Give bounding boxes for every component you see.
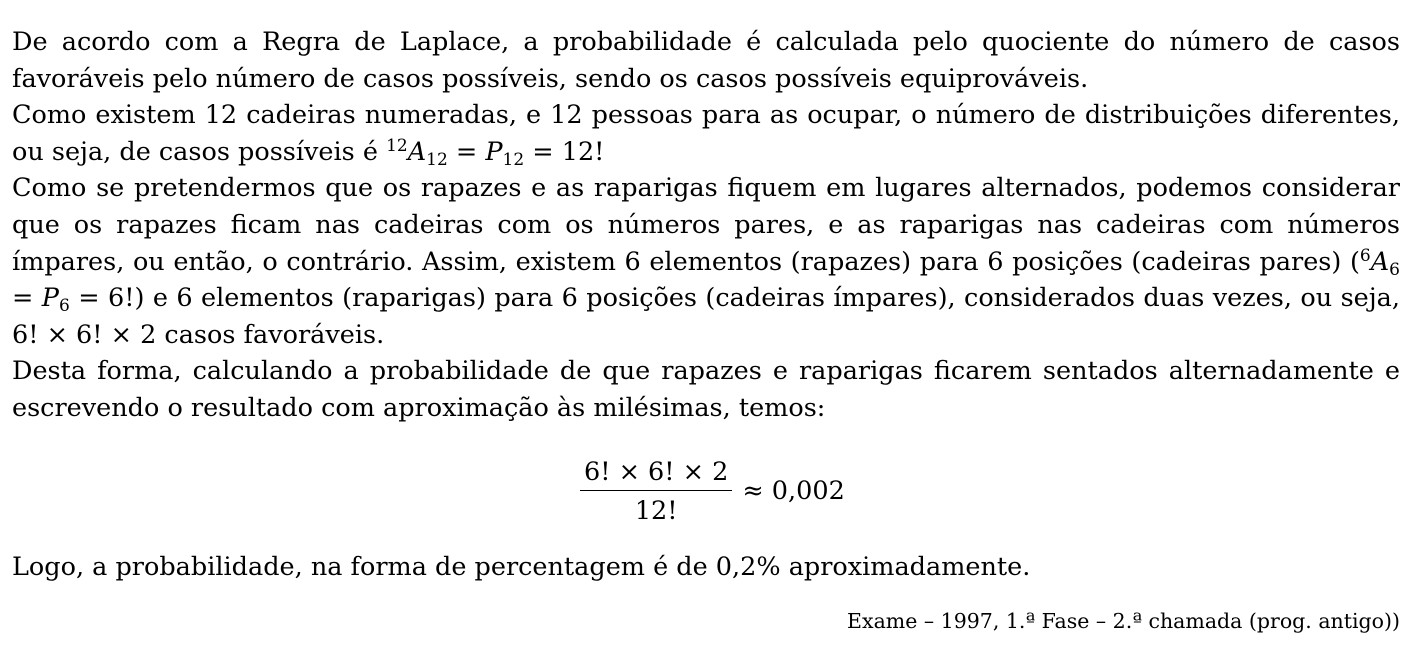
possible-cases-paragraph bbox=[12, 97, 1400, 170]
arrangement-p-six: 6 bbox=[1389, 259, 1400, 280]
favorable-product: 6! × 6! × 2 bbox=[12, 319, 157, 350]
arrangement-symbol: A bbox=[407, 136, 427, 167]
favorable-cases-rest: e 6 elementos (raparigas) para 6 posições (cadeiras ímpares), considerados duas vezes, ou seja, bbox=[144, 283, 1400, 314]
arrangement-formula-possible bbox=[386, 136, 605, 170]
favorable-cases-paragraph bbox=[12, 170, 1400, 353]
permutation-n: 12 bbox=[502, 149, 525, 170]
equals-sign-six: = bbox=[12, 283, 42, 314]
favorable-cases-text: Como se pretendermos que os rapazes e as raparigas fiquem em lugares alternados, podemos considerar que os rapazes ficam nas cadeiras com os números pares, e as raparigas nas cadeiras com números ímpares, ou então, o contrário. Assim, existem 6 elementos (rapazes) para 6 posições (cadeiras pares) bbox=[12, 173, 1400, 277]
arrangement-n-six: 6 bbox=[1359, 246, 1371, 267]
possible-cases-text: Como existem 12 cadeiras numeradas, e 12 pessoas para as ocupar, o número de distribuições diferentes, ou seja, de casos possíveis é bbox=[12, 100, 1400, 167]
arrangement-symbol-six: A bbox=[1370, 246, 1390, 277]
conclusion-paragraph: Logo, a probabilidade, na forma de percentagem é de 0,2% aproximadamente. bbox=[12, 552, 1031, 582]
arrangement-n: 12 bbox=[386, 136, 408, 157]
open-paren: ( bbox=[1349, 246, 1360, 277]
fraction-numerator: 6! × 6! × 2 bbox=[580, 458, 732, 491]
favorable-cases-end: casos favoráveis. bbox=[156, 319, 385, 350]
permutation-symbol-six: P bbox=[41, 283, 59, 314]
possible-cases-result: = 12! bbox=[524, 136, 605, 167]
exam-source: Exame – 1997, 1.ª Fase – 2.ª chamada (prog. antigo)) bbox=[847, 609, 1400, 633]
equals-sign: = bbox=[447, 136, 486, 167]
permutation-n-six: 6 bbox=[58, 296, 70, 317]
permutation-symbol: P bbox=[485, 136, 503, 167]
calculation-paragraph: Desta forma, calculando a probabilidade de que rapazes e raparigas ficarem sentados alternadamente e escrevendo o resultado com aproximação às milésimas, temos: bbox=[12, 356, 1400, 423]
arrangement-p: 12 bbox=[426, 149, 448, 170]
favorable-result-six: = 6!) bbox=[69, 283, 145, 314]
probability-formula bbox=[580, 454, 845, 528]
fraction bbox=[580, 458, 732, 525]
approximate-result: ≈ 0,002 bbox=[742, 476, 845, 506]
fraction-denominator: 12! bbox=[634, 495, 678, 526]
solution-text bbox=[12, 24, 1400, 427]
laplace-rule-paragraph: De acordo com a Regra de Laplace, a probabilidade é calculada pelo quociente do número de casos favoráveis pelo número de casos possíveis, sendo os casos possíveis equiprováveis. bbox=[12, 27, 1400, 94]
